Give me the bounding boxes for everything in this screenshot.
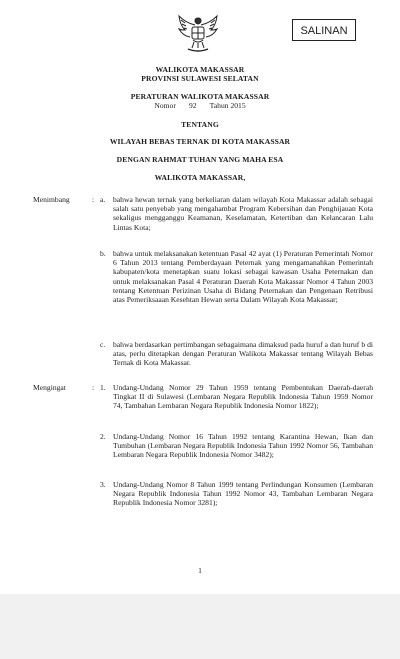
menimbang-colon: :: [92, 195, 95, 204]
menimbang-label: Menimbang: [33, 195, 70, 204]
rahmat-line: DENGAN RAHMAT TUHAN YANG MAHA ESA: [116, 155, 284, 164]
menimbang-item-c: bahwa berdasarkan pertimbangan sebagaimana dimaksud pada huruf a dan huruf b di atas, perlu ditetapkan dengan Peraturan Walikota Makassar tentang Wilayah Bebas Ternak di Kota Makassar.: [113, 340, 373, 368]
header-province: PROVINSI SULAWESI SELATAN: [141, 74, 259, 83]
regulation-number: [0, 101, 400, 110]
viewer-background: [0, 594, 400, 659]
regulation-title: PERATURAN WALIKOTA MAKASSAR: [130, 92, 270, 101]
menimbang-item-a: bahwa hewan ternak yang berkeliaran dalam wilayah Kota Makassar adalah sebagai salah satu penyebab yang mengahambat Program Kebersihan dan Penghijauan Kota sekaligus mengganggu Keamanan, Keselamatan, Ketertiban dan Kelancaran Lalu Lintas Kota;: [113, 195, 373, 232]
salinan-stamp: SALINAN: [292, 19, 356, 41]
page-number: 1: [198, 566, 202, 575]
nomor-value: 92: [188, 101, 197, 110]
menimbang-item-b: bahwa untuk melaksanakan ketentuan Pasal 42 ayat (1) Peraturan Pemerintah Nomor 6 Tahun 2013 tentang Pemberdayaan Peternak yang mengamanahkan Pemerintah kabupaten/kota menetapkan suatu lokasi sebagai kawasan Usaha Peternakan dan untuk melaksanakan Pasal 4 Peraturan Daerah Kota Makassar Nomor 4 Tahun 2003 tentang Ketentuan Perizinan Usaha di Bidang Peternakan dan Pengenaan Retribusi atas Pemeriksaaan Kesehtan Hewan serta Dalam Wilayah Kota Makassar;: [113, 249, 373, 305]
tahun-label: Tahun 2015: [209, 101, 246, 110]
mengingat-item-3: Undang-Undang Nomor 8 Tahun 1999 tentang Perlindungan Konsumen (Lembaran Negara Republik Indonesia Tahun 1992 Nomor 43, Tambahan Lembaran Negara Republik Indonesia Nomor 3281);: [113, 480, 373, 508]
mengingat-item-1: Undang-Undang Nomor 29 Tahun 1959 tentang Pembentukan Daerah-daerah Tingkat II di Sulawesi (Lembaran Negara Republik Indonesia Tahun 1959 Nomor 74, Tambahan Lembaran Negara Republik Indonesia Nomor 1822);: [113, 383, 373, 411]
mengingat-mark-1: 1.: [100, 383, 106, 392]
regulation-subject: WILAYAH BEBAS TERNAK DI KOTA MAKASSAR: [109, 137, 291, 146]
garuda-emblem-icon: [176, 12, 220, 54]
mengingat-item-2: Undang-Undang Nomor 16 Tahun 1992 tentang Karantina Hewan, Ikan dan Tumbuhan (Lembaran Negara Republik Indonesia Tahun 1992 Nomor 56, Tambahan Lembaran Negara Republik Indonesia Nomor 3482);: [113, 432, 373, 460]
nomor-label: Nomor: [154, 101, 176, 110]
menimbang-mark-c: c.: [100, 340, 106, 349]
menimbang-mark-b: b.: [100, 249, 106, 258]
menimbang-mark-a: a.: [100, 195, 106, 204]
tentang-heading: TENTANG: [181, 120, 219, 129]
header-city: WALIKOTA MAKASSAR: [155, 65, 245, 74]
mengingat-mark-3: 3.: [100, 480, 106, 489]
mengingat-label: Mengingat: [33, 383, 66, 392]
mengingat-colon: :: [92, 383, 95, 392]
walikota-line: WALIKOTA MAKASSAR,: [154, 173, 246, 182]
mengingat-mark-2: 2.: [100, 432, 106, 441]
